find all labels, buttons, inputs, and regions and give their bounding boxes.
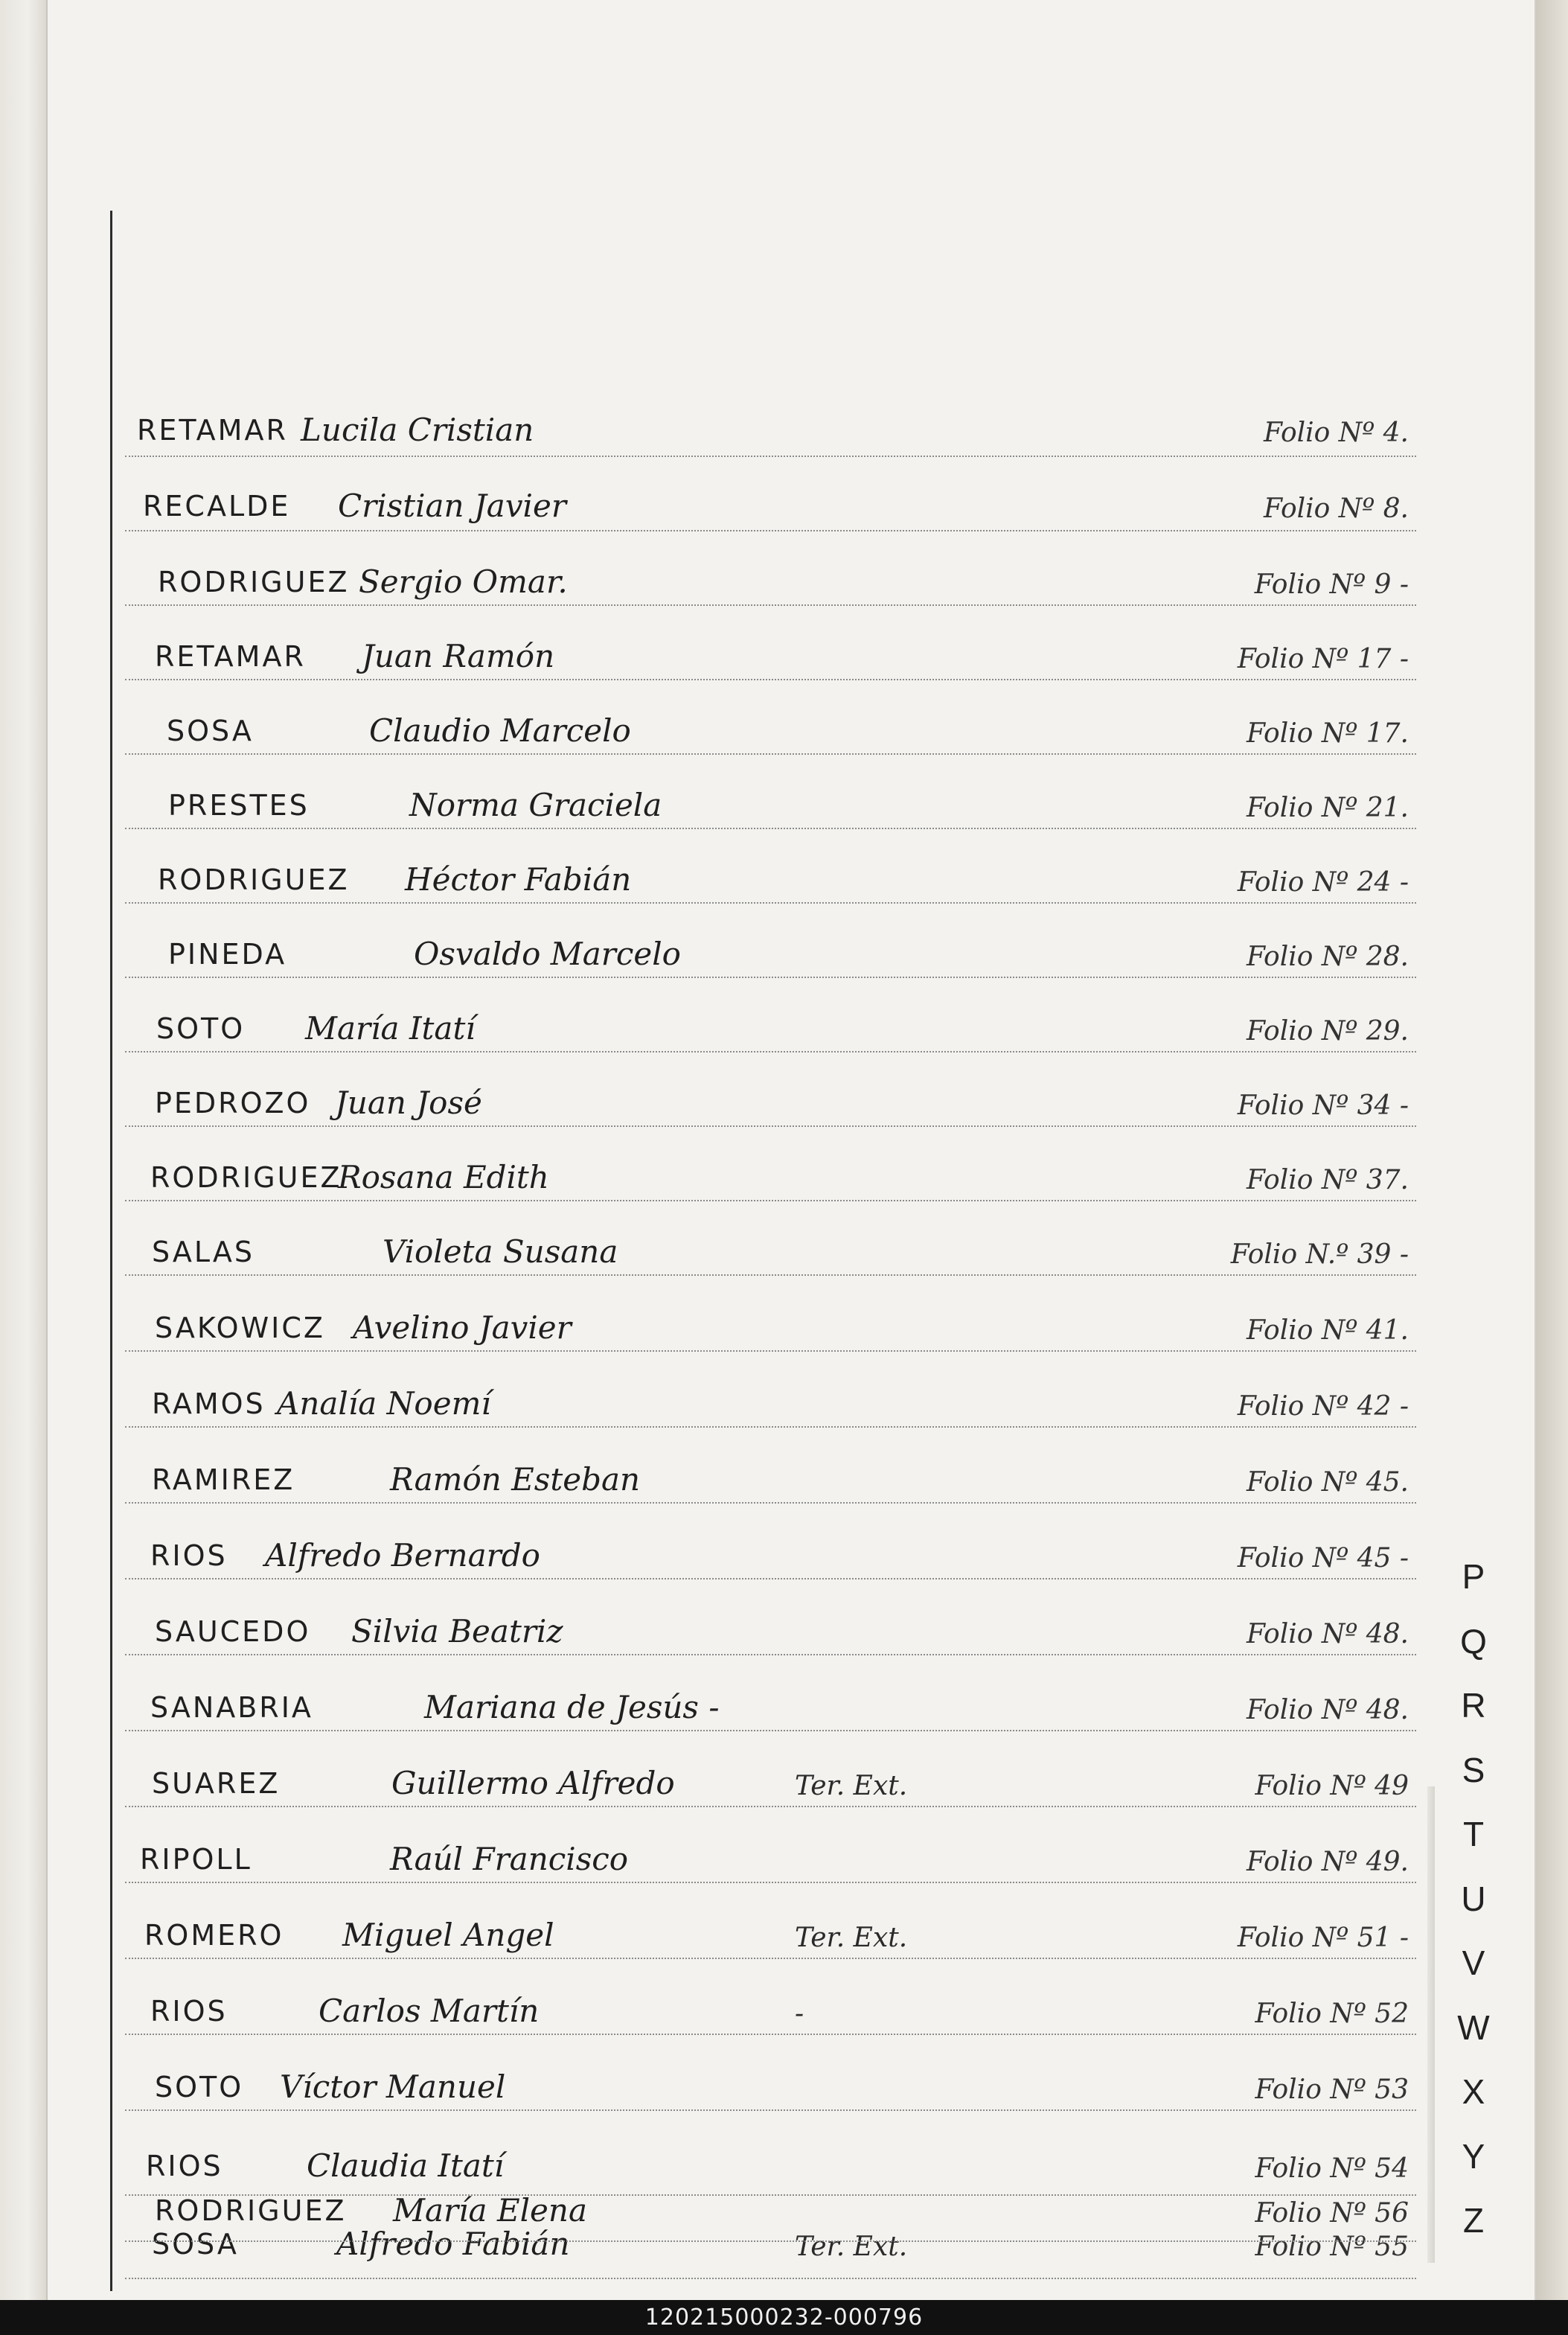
- dotted-rule: [125, 2194, 1416, 2196]
- entry-surname: PRESTES: [168, 789, 310, 822]
- dotted-rule: [125, 753, 1416, 755]
- entry-folio: Folio Nº 37.: [1247, 1165, 1409, 1195]
- dotted-rule: [125, 1958, 1416, 1959]
- entry-surname: SANABRIA: [150, 1691, 313, 1724]
- dotted-rule: [125, 1125, 1416, 1127]
- entry-folio: Folio Nº 51 -: [1237, 1923, 1409, 1953]
- index-letter[interactable]: R: [1461, 1686, 1486, 1725]
- entry-folio: Folio Nº 41.: [1247, 1315, 1409, 1346]
- entry-surname: SAKOWICZ: [155, 1312, 325, 1344]
- entry-folio: Folio Nº 8.: [1263, 493, 1409, 524]
- dotted-rule: [125, 1051, 1416, 1052]
- entry-given-names: Violeta Susana: [383, 1233, 618, 1270]
- index-letter[interactable]: Q: [1460, 1621, 1487, 1661]
- entry-given-names: María Elena: [393, 2192, 587, 2229]
- entry-folio: Folio N.º 39 -: [1230, 1239, 1409, 1270]
- entry-surname: RODRIGUEZ: [158, 566, 350, 598]
- dotted-rule: [125, 530, 1416, 531]
- dotted-rule: [125, 902, 1416, 904]
- entry-folio: Folio Nº 34 -: [1237, 1090, 1409, 1121]
- dotted-rule: [125, 1882, 1416, 1883]
- entry-given-names: Cristian Javier: [338, 488, 566, 524]
- entry-folio: Folio Nº 28.: [1247, 942, 1409, 972]
- register-entry: [125, 2222, 1416, 2267]
- dotted-rule: [125, 1502, 1416, 1504]
- entry-folio: Folio Nº 56: [1255, 2198, 1409, 2229]
- register-entry: [125, 1381, 1416, 1426]
- index-letter[interactable]: T: [1462, 1815, 1485, 1853]
- entry-given-names: Silvia Beatriz: [351, 1613, 563, 1649]
- right-book-edge: [1536, 0, 1568, 2300]
- entry-surname: RODRIGUEZ: [150, 1161, 342, 1194]
- entry-given-names: Avelino Javier: [353, 1309, 572, 1346]
- dotted-rule: [125, 1200, 1416, 1201]
- entry-folio: Folio Nº 45 -: [1237, 1543, 1409, 1574]
- margin-line: [110, 211, 112, 2291]
- entry-surname: SAUCEDO: [155, 1615, 311, 1648]
- entry-given-names: Miguel Angel: [342, 1917, 554, 1953]
- index-letter[interactable]: S: [1462, 1750, 1485, 1789]
- dotted-rule: [125, 2240, 1416, 2242]
- register-entry: [125, 408, 1416, 453]
- index-letter[interactable]: V: [1462, 1943, 1485, 1982]
- entry-folio: Folio Nº 17.: [1247, 718, 1409, 749]
- entry-surname: RECALDE: [143, 490, 291, 523]
- entry-given-names: Osvaldo Marcelo: [414, 936, 681, 972]
- entry-folio: Folio Nº 48.: [1247, 1695, 1409, 1725]
- dotted-rule: [125, 679, 1416, 680]
- dotted-rule: [125, 1578, 1416, 1579]
- entry-given-names: María Itatí: [305, 1010, 476, 1047]
- dotted-rule: [125, 456, 1416, 457]
- entry-surname: PINEDA: [168, 938, 287, 971]
- index-letter[interactable]: X: [1462, 2072, 1485, 2111]
- dotted-rule: [125, 2109, 1416, 2111]
- entry-surname: RODRIGUEZ: [158, 863, 350, 896]
- register-entry: [125, 634, 1416, 679]
- dotted-rule: [125, 2278, 1416, 2279]
- register-entry: [125, 1989, 1416, 2034]
- entry-folio: Folio Nº 9 -: [1254, 569, 1409, 600]
- index-tab-edge: [1427, 1786, 1435, 2263]
- entry-folio: Folio Nº 29.: [1247, 1016, 1409, 1047]
- entry-folio: Folio Nº 53: [1255, 2074, 1409, 2105]
- entry-given-names: Claudia Itatí: [307, 2147, 505, 2184]
- entry-given-names: Alfredo Bernardo: [265, 1537, 540, 1574]
- dotted-rule: [125, 828, 1416, 829]
- index-letter[interactable]: Y: [1462, 2136, 1485, 2176]
- register-entry: [125, 1761, 1416, 1806]
- register-entry: [125, 857, 1416, 902]
- entry-surname: RIOS: [150, 1995, 228, 2028]
- entry-folio: Folio Nº 4.: [1263, 418, 1409, 448]
- entry-note: Ter. Ext.: [795, 1771, 908, 1801]
- register-entry: [125, 1609, 1416, 1654]
- register-entry: [125, 1306, 1416, 1350]
- entry-surname: ROMERO: [144, 1919, 284, 1952]
- entry-folio: Folio Nº 55: [1255, 2232, 1409, 2262]
- scan-footer-bar: [0, 2300, 1568, 2335]
- entry-given-names: Alfredo Fabián: [336, 2226, 570, 2262]
- dotted-rule: [125, 1654, 1416, 1655]
- register-entry: [125, 1081, 1416, 1125]
- entry-surname: SUAREZ: [152, 1767, 281, 1800]
- entry-surname: RAMOS: [152, 1387, 266, 1420]
- index-letter[interactable]: Z: [1462, 2201, 1485, 2240]
- entry-given-names: Lucila Cristian: [301, 412, 534, 448]
- index-letter[interactable]: W: [1457, 2007, 1490, 2047]
- entry-given-names: Carlos Martín: [319, 1993, 540, 2029]
- document-code: 120215000232-000796: [644, 2304, 924, 2331]
- entry-surname: RODRIGUEZ: [155, 2194, 347, 2227]
- dotted-rule: [125, 2034, 1416, 2035]
- register-entry: [125, 783, 1416, 828]
- entry-given-names: Norma Graciela: [409, 787, 662, 823]
- dotted-rule: [125, 1730, 1416, 1731]
- entry-given-names: Raúl Francisco: [390, 1841, 629, 1877]
- entry-surname: SOSA: [152, 2228, 239, 2261]
- entry-surname: RETAMAR: [155, 640, 306, 673]
- entry-folio: Folio Nº 17 -: [1237, 644, 1409, 674]
- entry-surname: RETAMAR: [137, 414, 288, 447]
- entry-surname: RIOS: [150, 1539, 228, 1572]
- dotted-rule: [125, 1350, 1416, 1352]
- entry-folio: Folio Nº 45.: [1247, 1467, 1409, 1498]
- entry-given-names: Guillermo Alfredo: [391, 1765, 675, 1801]
- entry-folio: Folio Nº 49.: [1247, 1847, 1409, 1877]
- entry-surname: PEDROZO: [155, 1087, 311, 1119]
- entry-note: Ter. Ext.: [795, 1923, 908, 1953]
- entry-surname: RIPOLL: [140, 1843, 252, 1876]
- register-entry: [125, 560, 1416, 604]
- index-letter[interactable]: P: [1462, 1557, 1485, 1596]
- entry-surname: SOTO: [155, 2071, 244, 2104]
- register-entry: [125, 2065, 1416, 2109]
- index-letter[interactable]: U: [1461, 1879, 1486, 1918]
- entry-given-names: Sergio Omar.: [359, 563, 568, 600]
- dotted-rule: [125, 977, 1416, 978]
- entry-given-names: Claudio Marcelo: [369, 712, 631, 749]
- entry-surname: SOSA: [167, 715, 254, 747]
- entry-given-names: Juan Ramón: [362, 638, 555, 674]
- entry-given-names: Rosana Edith: [338, 1159, 549, 1195]
- entry-given-names: Mariana de Jesús -: [424, 1689, 720, 1725]
- register-entry: [125, 1685, 1416, 1730]
- entry-folio: Folio Nº 24 -: [1237, 867, 1409, 898]
- entry-folio: Folio Nº 42 -: [1237, 1391, 1409, 1422]
- entry-folio: Folio Nº 21.: [1247, 793, 1409, 823]
- register-entry: [125, 1155, 1416, 1200]
- left-page-edge: [0, 0, 48, 2300]
- register-entry: [125, 1837, 1416, 1882]
- dotted-rule: [125, 604, 1416, 606]
- entry-note: -: [795, 1999, 804, 2029]
- entry-given-names: Ramón Esteban: [390, 1461, 641, 1498]
- register-entry: [125, 1457, 1416, 1502]
- register-entry: [125, 709, 1416, 753]
- dotted-rule: [125, 1274, 1416, 1276]
- entry-folio: Folio Nº 54: [1255, 2153, 1409, 2184]
- register-entry: [125, 932, 1416, 977]
- entry-surname: RAMIREZ: [152, 1463, 295, 1496]
- entry-given-names: Analía Noemí: [277, 1385, 491, 1422]
- entry-surname: SALAS: [152, 1236, 255, 1268]
- register-entry: [125, 2144, 1416, 2188]
- dotted-rule: [125, 1806, 1416, 1807]
- register-entry: [125, 1913, 1416, 1958]
- entry-given-names: Héctor Fabián: [405, 861, 632, 898]
- entry-folio: Folio Nº 52: [1255, 1999, 1409, 2029]
- entry-given-names: Víctor Manuel: [280, 2069, 506, 2105]
- entry-surname: SOTO: [156, 1012, 246, 1045]
- alphabet-index-tabs: [1444, 1545, 1503, 2253]
- entry-given-names: Juan José: [335, 1085, 482, 1121]
- entry-note: Ter. Ext.: [795, 2232, 908, 2262]
- entry-folio: Folio Nº 49: [1255, 1771, 1409, 1801]
- register-entry: [125, 1533, 1416, 1578]
- register-entry: [125, 484, 1416, 528]
- register-entry: [125, 1006, 1416, 1051]
- register-entry: [125, 1230, 1416, 1274]
- entry-folio: Folio Nº 48.: [1247, 1619, 1409, 1649]
- dotted-rule: [125, 1426, 1416, 1428]
- entry-surname: RIOS: [146, 2150, 223, 2182]
